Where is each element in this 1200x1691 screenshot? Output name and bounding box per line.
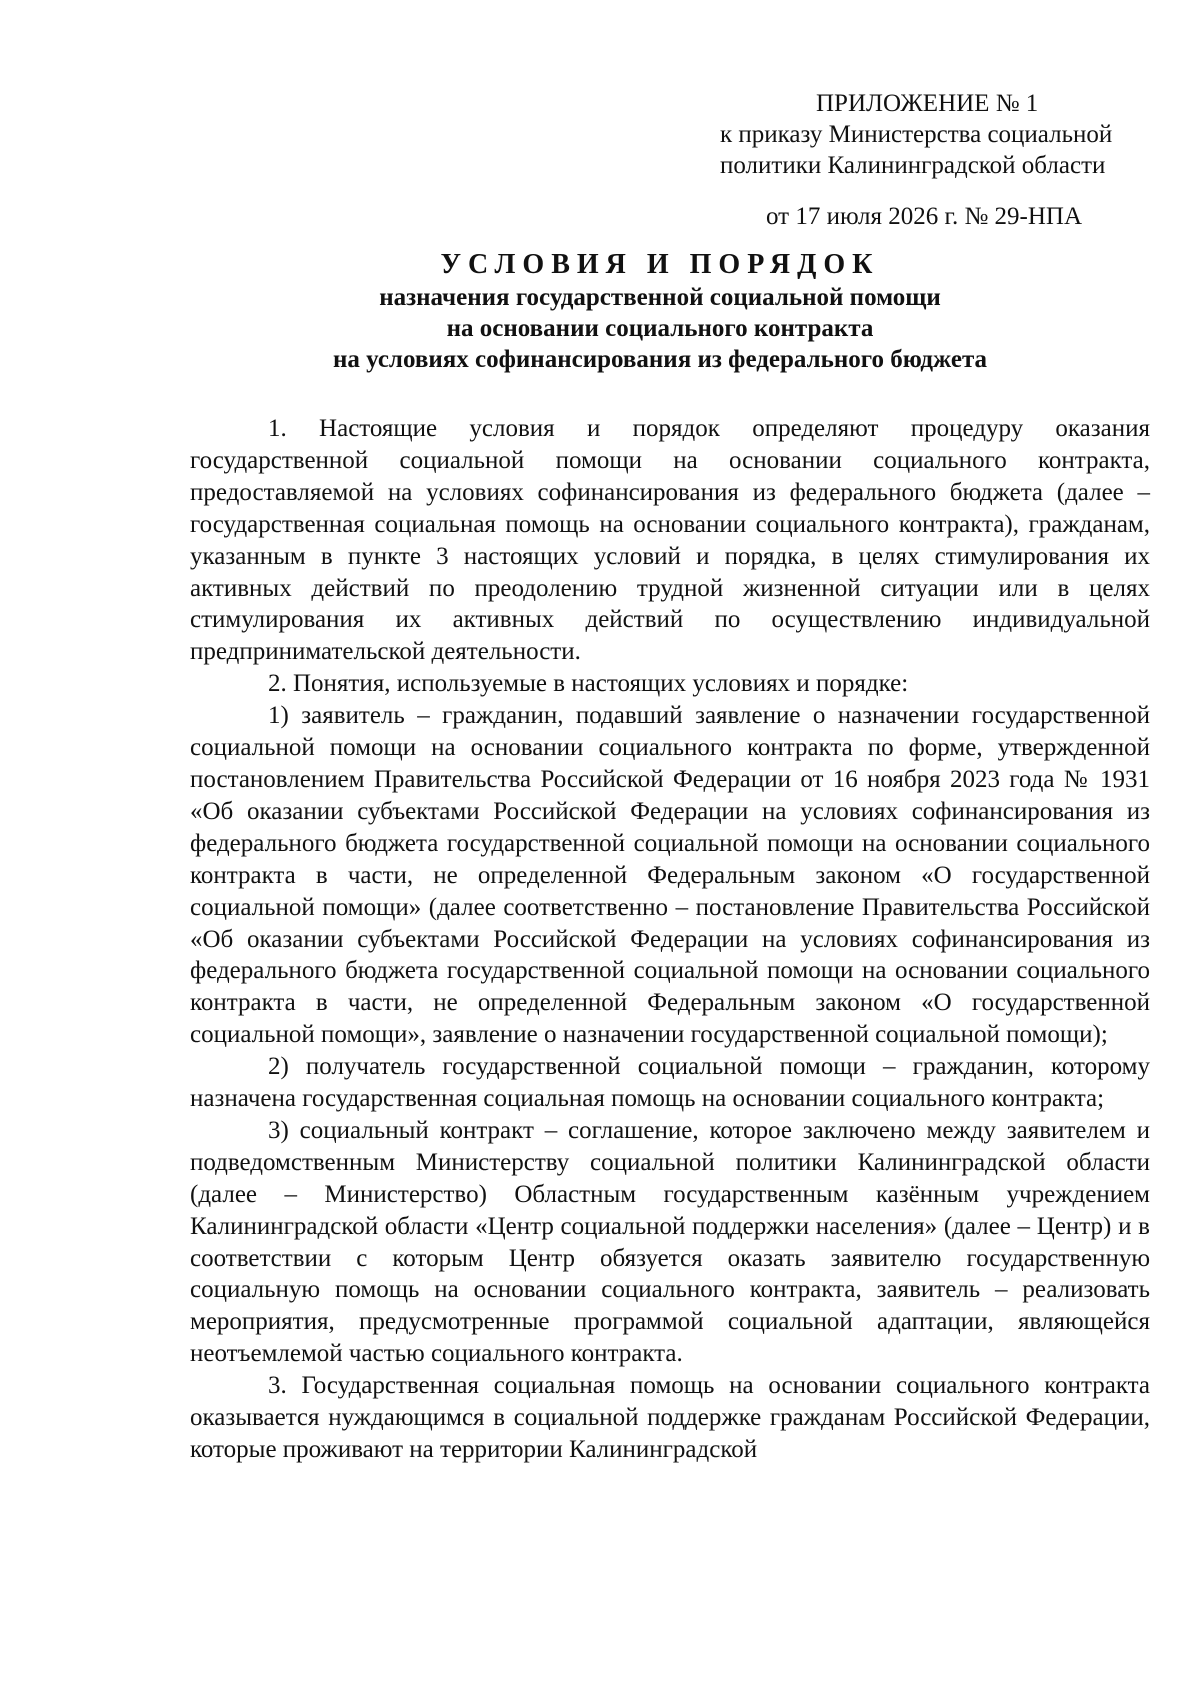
appendix-ministry-line: политики Калининградской области [720, 152, 1106, 179]
appendix-block [720, 88, 1160, 232]
appendix-date: от 17 июля 2026 г. № 29-НПА [766, 203, 1083, 230]
appendix-order-line: к приказу Министерства социальной [720, 121, 1113, 148]
paragraph-2-item-1: 1) заявитель – гражданин, подавший заявление о назначении государственной социальной помощи на основании социального контракта по форме, утвержденной постановлением Правительства Российской Федерации от 16 ноября 2023 года № 1931 «Об оказании субъектами Российской Федерации на условиях софинансирования из федерального бюджета государственной социальной помощи на основании социального контракта в части, не определенной Федеральным законом «О государственной социальной помощи» (далее соответственно – постановление Правительства Российской «Об оказании субъектами Российской Федерации на условиях софинансирования из федерального бюджета государственной социальной помощи на основании социального контракта в части, не определенной Федеральным законом «О государственной социальной помощи», заявление о назначении государственной социальной помощи); [190, 702, 1150, 1049]
document-body [190, 413, 1150, 1466]
document-title: УСЛОВИЯ И ПОРЯДОК [440, 249, 880, 280]
paragraph-2-item-3: 3) социальный контракт – соглашение, которое заключено между заявителем и подведомственным Министерству социальной политики Калининградской области (далее – Министерство) Областным государственным казённым учреждением Калининградской области «Центр социальной поддержки населения» (далее – Центр) и в соответствии с которым Центр обязуется оказать заявителю государственную социальную помощь на основании социального контракта, заявитель – реализовать мероприятия, предусмотренные программой социальной адаптации, являющейся неотъемлемой частью социального контракта. [190, 1116, 1150, 1368]
document-subtitle-line: на условиях софинансирования из федерального бюджета [332, 346, 988, 373]
document-subtitle-line: на основании социального контракта [446, 315, 874, 342]
document-heading [180, 248, 1140, 375]
paragraph-2-item-2: 2) получатель государственной социальной помощи – гражданин, которому назначена государственная социальная помощь на основании социального контракта; [190, 1053, 1150, 1113]
paragraph-1: 1. Настоящие условия и порядок определяют процедуру оказания государственной социальной помощи на основании социального контракта, предоставляемой на условиях софинансирования из федерального бюджета (далее – государственная социальная помощь на основании социального контракта), гражданам, указанным в пункте 3 настоящих условий и порядка, в целях стимулирования их активных действий по преодолению трудной жизненной ситуации или в целях стимулирования их активных действий по осуществлению индивидуальной предпринимательской деятельности. [190, 415, 1150, 666]
paragraph-3: 3. Государственная социальная помощь на основании социального контракта оказывается нуждающимся в социальной поддержке гражданам Российской Федерации, которые проживают на территории Калининградской [190, 1372, 1150, 1463]
appendix-title: ПРИЛОЖЕНИЕ № 1 [816, 90, 1039, 117]
paragraph-2: 2. Понятия, используемые в настоящих условиях и порядке: [268, 670, 909, 698]
document-subtitle-line: назначения государственной социальной помощи [379, 284, 941, 311]
